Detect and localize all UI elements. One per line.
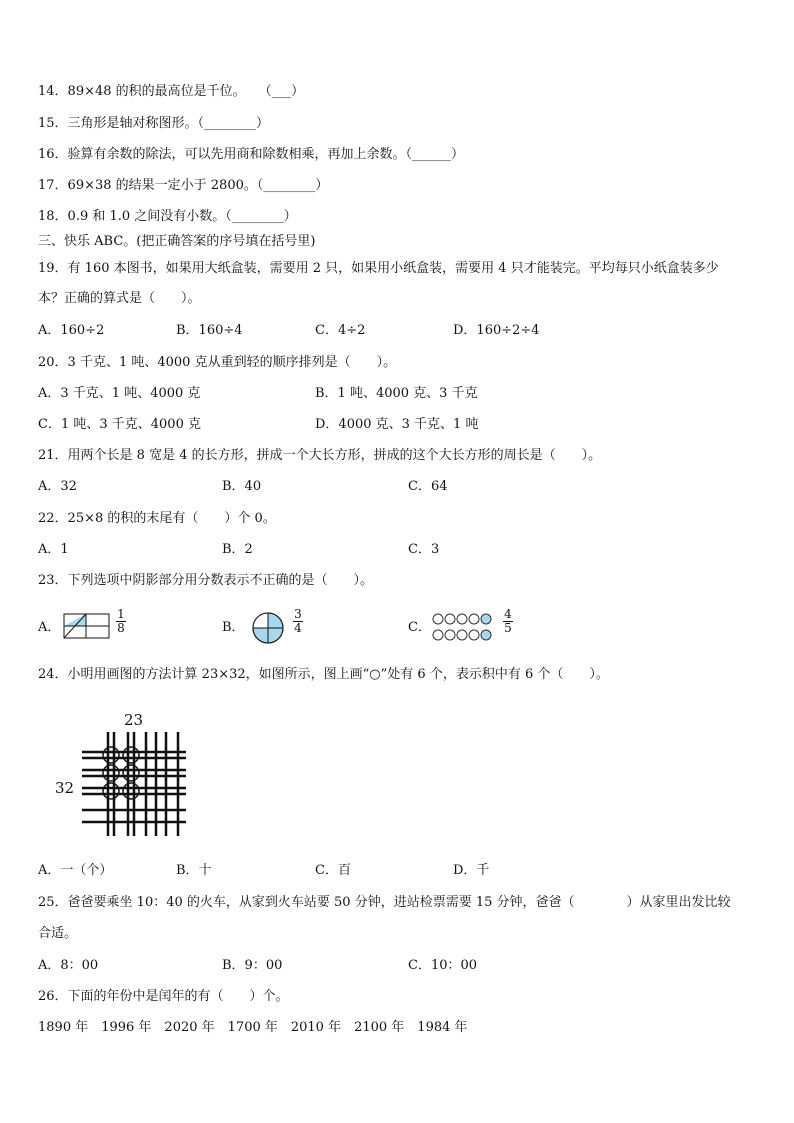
q20-option-b: B．1 吨、4000 克、3 千克 [315,386,478,401]
q24-option-b: B．十 [176,863,212,878]
fraction-denominator: 4 [294,621,302,635]
q24-label-left: 32 [55,779,75,797]
q24-option-a: A．一（个） [38,863,113,878]
q19-option-d: D．160÷2÷4 [453,323,540,338]
q19-option-a: A．160÷2 [38,323,105,338]
question-22: 22．25×8 的积的末尾有（ ）个 0。 [38,511,276,526]
q23-figure-c [430,611,500,643]
fraction-numerator: 3 [294,607,302,621]
fraction-numerator: 1 [117,607,125,621]
q23-fraction-c [503,608,513,635]
q24-option-d: D．千 [453,863,490,878]
question-25-line2: 合适。 [38,926,78,941]
fraction-denominator: 8 [117,621,125,635]
question-25-line1: 25．爸爸要乘坐 10：40 的火车，从家到火车站要 50 分钟，进站检票需要 15 分钟，爸爸（ ）从家里出发比较 [38,895,731,910]
question-23: 23．下列选项中阴影部分用分数表示不正确的是（ ）。 [38,573,374,588]
q23-option-b: B． [222,620,245,635]
q25-option-c: C．10：00 [408,958,478,973]
question-20: 20．3 千克、1 吨、4000 克从重到轻的顺序排列是（ ）。 [38,355,397,370]
q21-option-c: C．64 [408,479,448,494]
q23-option-c: C． [408,620,431,635]
q21-option-a: A．32 [38,479,77,494]
q24-grid-figure [80,730,190,840]
question-21: 21．用两个长是 8 宽是 4 的长方形，拼成一个大长方形，拼成的这个大长方形的周长是（ ）。 [38,448,602,463]
q23-figure-a [62,612,112,642]
q22-option-c: C．3 [408,542,440,557]
q24-label-top: 23 [124,711,144,729]
q24-option-c: C．百 [315,863,351,878]
q22-option-b: B．2 [222,542,253,557]
fraction-denominator: 5 [504,621,512,635]
q21-option-b: B．40 [222,479,262,494]
question-19-line2: 本？正确的算式是（ ）。 [38,291,201,306]
question-19-line1: 19．有 160 本图书，如果用大纸盒装，需要用 2 只，如果用小纸盒装，需要用 4 只才能装完。平均每只小纸盒装多少 [38,261,719,276]
q25-option-b: B．9：00 [222,958,283,973]
fraction-numerator: 4 [504,607,512,621]
question-26: 26．下面的年份中是闰年的有（ ）个。 [38,989,289,1004]
q20-option-c: C．1 吨、3 千克、4000 克 [38,417,201,432]
question-16: 16．验算有余数的除法，可以先用商和除数相乘，再加上余数。（______） [38,147,465,162]
q19-option-c: C．4÷2 [315,323,366,338]
q25-option-a: A．8：00 [38,958,99,973]
section-3-heading: 三、快乐 ABC。(把正确答案的序号填在括号里) [38,234,316,249]
question-15: 15．三角形是轴对称图形。（________） [38,116,270,131]
q20-option-d: D．4000 克、3 千克、1 吨 [315,417,479,432]
q19-option-b: B．160÷4 [176,323,243,338]
question-17: 17．69×38 的结果一定小于 2800。（________） [38,178,329,193]
question-26-years: 1890 年 1996 年 2020 年 1700 年 2010 年 2100 年 1984 年 [38,1020,468,1035]
question-24: 24．小明用画图的方法计算 23×32，如图所示，图上画“○”处有 6 个，表示积中有 6 个（ ）。 [38,667,609,682]
q23-figure-b [250,610,286,646]
q20-option-a: A．3 千克、1 吨、4000 克 [38,386,201,401]
question-18: 18．0.9 和 1.0 之间没有小数。（________） [38,209,297,224]
q23-fraction-b [293,608,303,635]
q22-option-a: A．1 [38,542,69,557]
question-14: 14．89×48 的积的最高位是千位。 （___） [38,84,305,99]
q23-fraction-a [116,608,126,635]
q23-option-a: A． [38,620,61,635]
